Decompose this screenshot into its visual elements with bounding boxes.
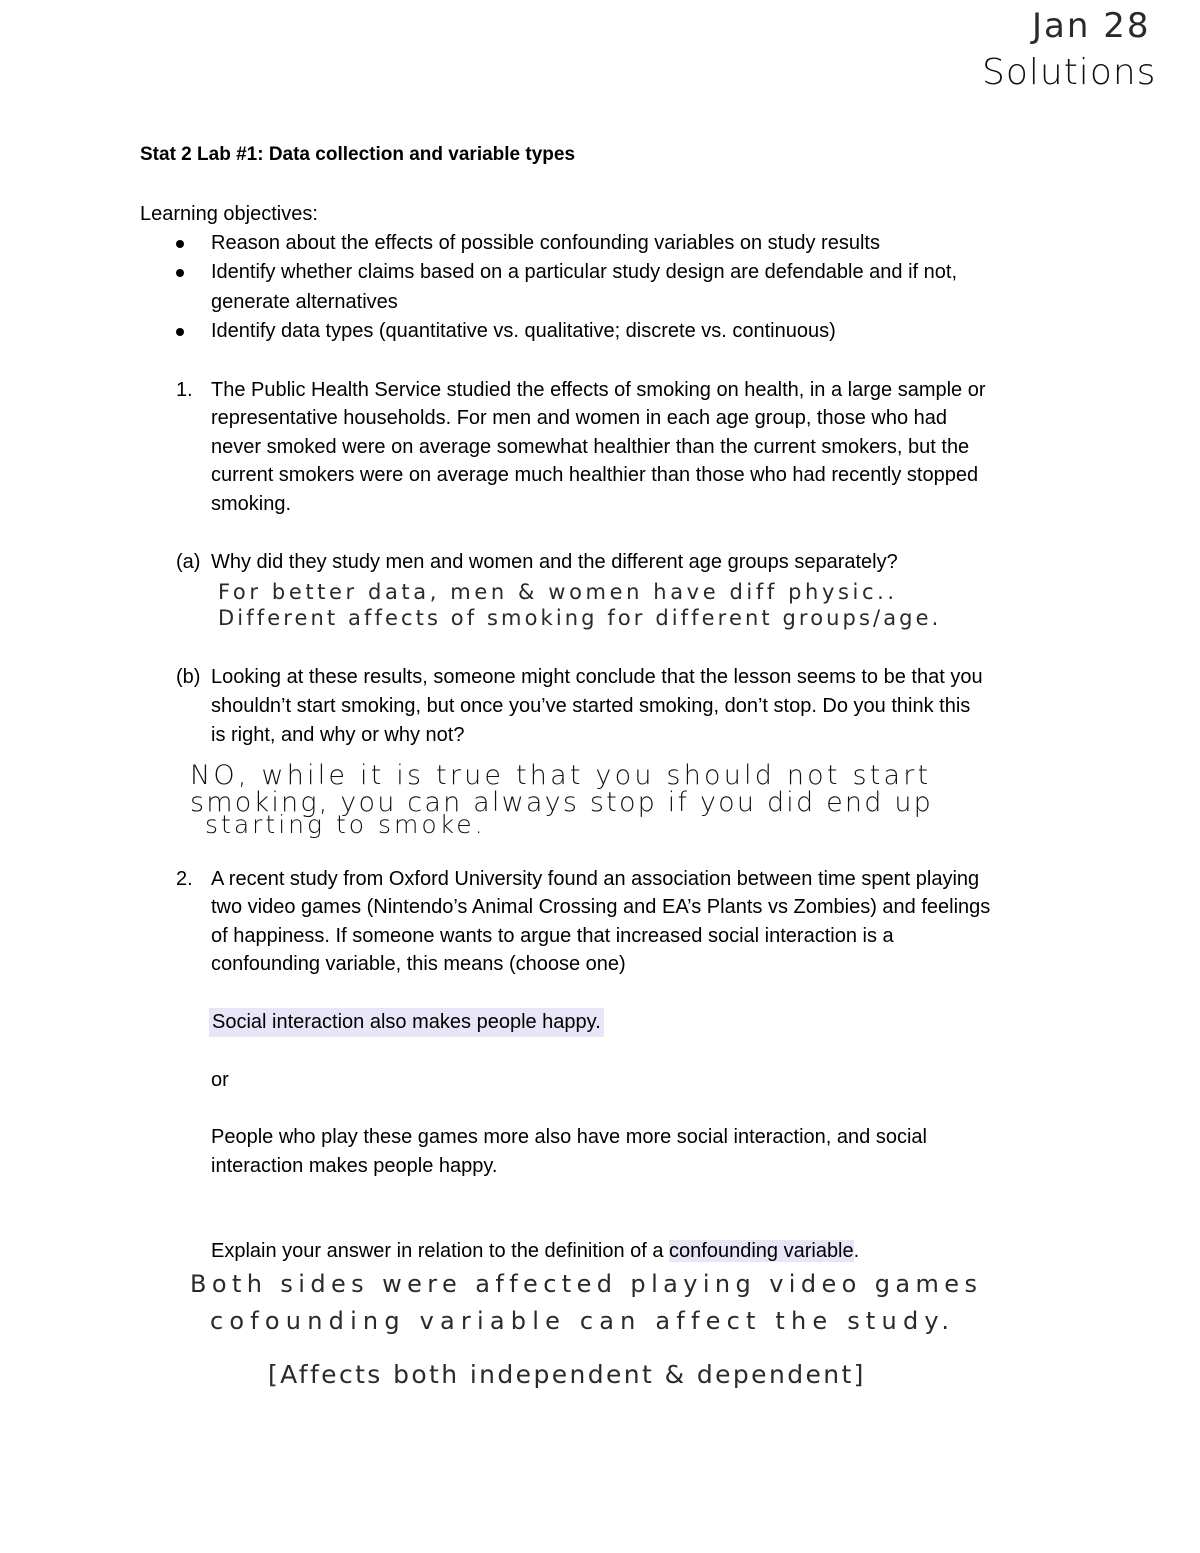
bullet-3 [176, 328, 184, 336]
q2-line-4: confounding variable, this means (choose one) [211, 953, 626, 975]
objective-2-line-2: generate alternatives [211, 291, 398, 313]
q1b-label: (b) [176, 666, 201, 688]
handwritten-answer-2-line-1: Both sides were affected playing video games [190, 1270, 983, 1298]
handwritten-answer-2-line-2: cofounding variable can affect the study. [210, 1307, 956, 1335]
handwritten-answer-b-line-2: smoking, you can always stop if you did end up [190, 787, 934, 818]
q1-line-5: smoking. [211, 493, 292, 515]
q2-option-1-highlighted: Social interaction also makes people happy. [209, 1008, 604, 1037]
objective-3: Identify data types (quantitative vs. qualitative; discrete vs. continuous) [211, 320, 836, 342]
q2-explain [211, 1237, 859, 1266]
q2-line-3: of happiness. If someone wants to argue that increased social interaction is a [211, 925, 894, 947]
q2-option-2-line-2: interaction makes people happy. [211, 1155, 498, 1177]
handwritten-solutions: Solutions [982, 52, 1157, 93]
q2-option-2-line-1: People who play these games more also have more social interaction, and social [211, 1126, 927, 1148]
q2-explain-suffix: . [853, 1240, 860, 1262]
handwritten-answer-b-line-1: NO, while it is true that you should not start [190, 760, 932, 791]
objective-1: Reason about the effects of possible confounding variables on study results [211, 232, 880, 254]
q1-line-1: The Public Health Service studied the effects of smoking on health, in a large sample or [211, 379, 986, 401]
q1b-line-2: shouldn’t start smoking, but once you’ve started smoking, don’t stop. Do you think this [211, 695, 971, 717]
q1a-text: Why did they study men and women and the different age groups separately? [211, 551, 898, 573]
handwritten-date: Jan 28 [1032, 6, 1151, 46]
bullet-1 [176, 240, 184, 248]
bullet-2 [176, 269, 184, 277]
handwritten-answer-a-line-1: For better data, men & women have diff physic.. [218, 580, 898, 604]
q1b-line-1: Looking at these results, someone might conclude that the lesson seems to be that you [211, 666, 983, 688]
q2-line-1: A recent study from Oxford University found an association between time spent playing [211, 868, 980, 890]
handwritten-answer-b-line-3: starting to smoke. [205, 810, 486, 839]
q2-explain-prefix: Explain your answer in relation to the definition of a [211, 1240, 670, 1262]
handwritten-answer-a-line-2: Different affects of smoking for different groups/age. [218, 606, 942, 630]
q1-line-2: representative households. For men and women in each age group, those who had [211, 407, 948, 429]
q2-line-2: two video games (Nintendo’s Animal Crossing and EA’s Plants vs Zombies) and feelings [211, 896, 991, 918]
q1a-label: (a) [176, 551, 201, 573]
q2-explain-term-highlighted: confounding variable [669, 1240, 854, 1262]
q2-or: or [211, 1069, 229, 1091]
q2-number: 2. [176, 868, 193, 890]
q1-line-4: current smokers were on average much healthier than those who had recently stopped [211, 464, 979, 486]
objective-2-line-1: Identify whether claims based on a particular study design are defendable and if not, [211, 261, 958, 283]
handwritten-answer-2-line-3: [Affects both independent & dependent] [268, 1360, 866, 1389]
objectives-label: Learning objectives: [140, 203, 318, 225]
q1-line-3: never smoked were on average somewhat healthier than the current smokers, but the [211, 436, 970, 458]
q1-number: 1. [176, 379, 193, 401]
q1b-line-3: is right, and why or why not? [211, 724, 465, 746]
document-title: Stat 2 Lab #1: Data collection and variable types [140, 144, 576, 165]
